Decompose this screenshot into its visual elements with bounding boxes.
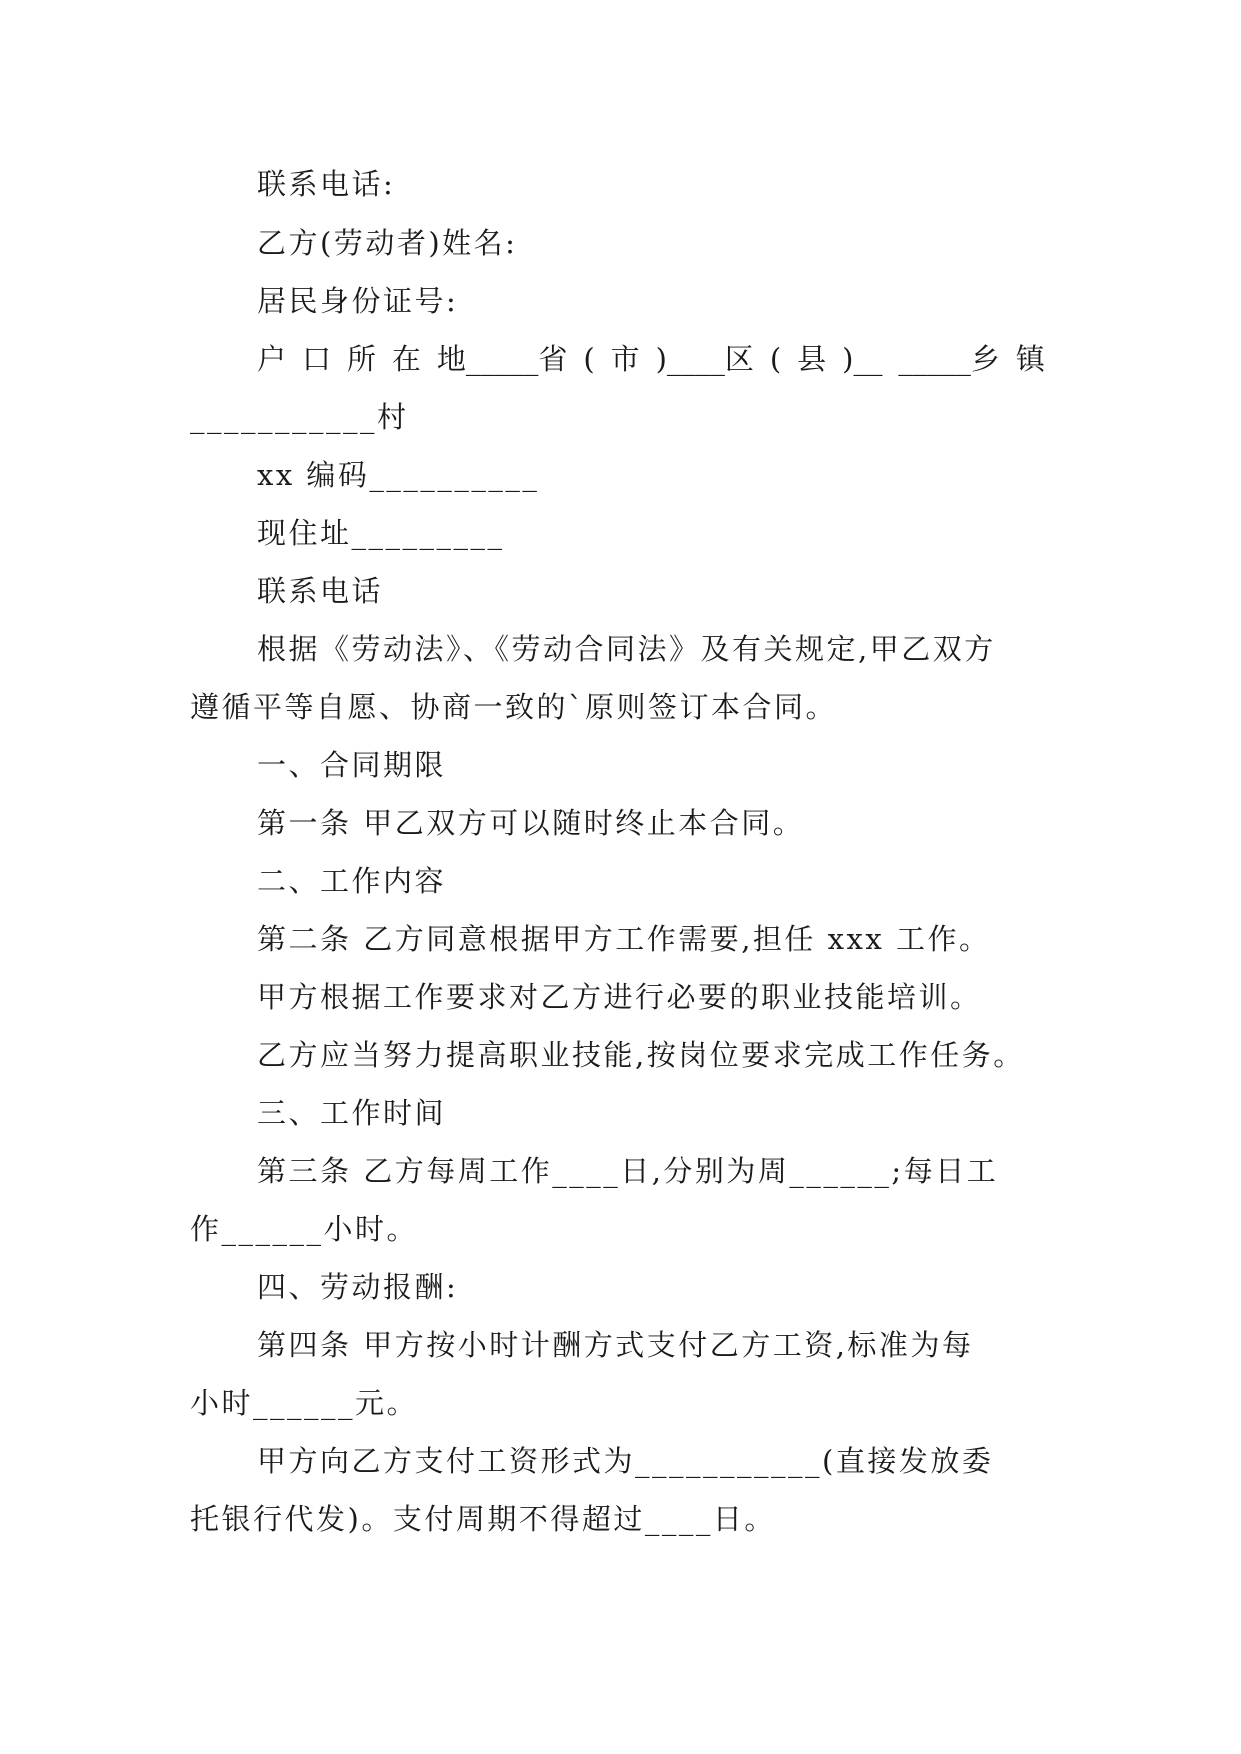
address-part: 镇 <box>1015 342 1045 376</box>
current-address-label: 现住址_________ <box>257 516 505 550</box>
address-part: _____乡 <box>898 342 1000 376</box>
section-4-heading: 四、劳动报酬: <box>257 1270 459 1304</box>
article-4-line-1: 第四条 甲方按小时计酬方式支付乙方工资,标准为每 <box>257 1328 974 1362</box>
postal-code-label: xx 编码__________ <box>257 458 540 492</box>
skills-clause: 乙方应当努力提高职业技能,按岗位要求完成工作任务。 <box>257 1038 1025 1072</box>
section-1-heading: 一、合同期限 <box>257 748 447 782</box>
section-3-heading: 三、工作时间 <box>257 1096 447 1130</box>
training-clause: 甲方根据工作要求对乙方进行必要的职业技能培训。 <box>257 980 982 1014</box>
article-2: 第二条 乙方同意根据甲方工作需要,担任 xxx 工作。 <box>257 922 991 956</box>
address-part: ( <box>769 342 782 376</box>
article-4-line-2: 小时______元。 <box>190 1386 419 1420</box>
address-part: 地_____省 <box>436 342 568 376</box>
address-part: 户 <box>257 342 287 376</box>
village-line: ___________村 <box>190 400 409 434</box>
article-3-line-2: 作______小时。 <box>190 1212 419 1246</box>
section-2-heading: 二、工作内容 <box>257 864 447 898</box>
party-b-phone-label: 联系电话 <box>257 574 384 608</box>
address-part: 口 <box>301 342 331 376</box>
address-part: 市 <box>610 342 640 376</box>
article-3-line-1: 第三条 乙方每周工作____日,分别为周______;每日工 <box>257 1154 999 1188</box>
preamble-line-2: 遵循平等自愿、协商一致的`原则签订本合同。 <box>190 690 838 724</box>
address-part: 在 <box>391 342 421 376</box>
hukou-address-line <box>257 342 1045 376</box>
address-part: ( <box>583 342 595 376</box>
address-part: 县 <box>797 342 827 376</box>
address-part: 所 <box>346 342 376 376</box>
address-part: )____区 <box>655 342 754 376</box>
id-number-label: 居民身份证号: <box>257 284 459 318</box>
address-part: )__ <box>842 342 883 376</box>
party-a-phone-label: 联系电话: <box>257 167 396 201</box>
payment-form-line-2: 托银行代发)。支付周期不得超过____日。 <box>190 1502 776 1536</box>
payment-form-line-1: 甲方向乙方支付工资形式为___________(直接发放委 <box>257 1444 994 1478</box>
preamble-line-1: 根据《劳动法》、《劳动合同法》及有关规定,甲乙双方 <box>257 632 996 666</box>
party-b-name-label: 乙方(劳动者)姓名: <box>257 226 518 260</box>
article-1: 第一条 甲乙双方可以随时终止本合同。 <box>257 806 805 840</box>
